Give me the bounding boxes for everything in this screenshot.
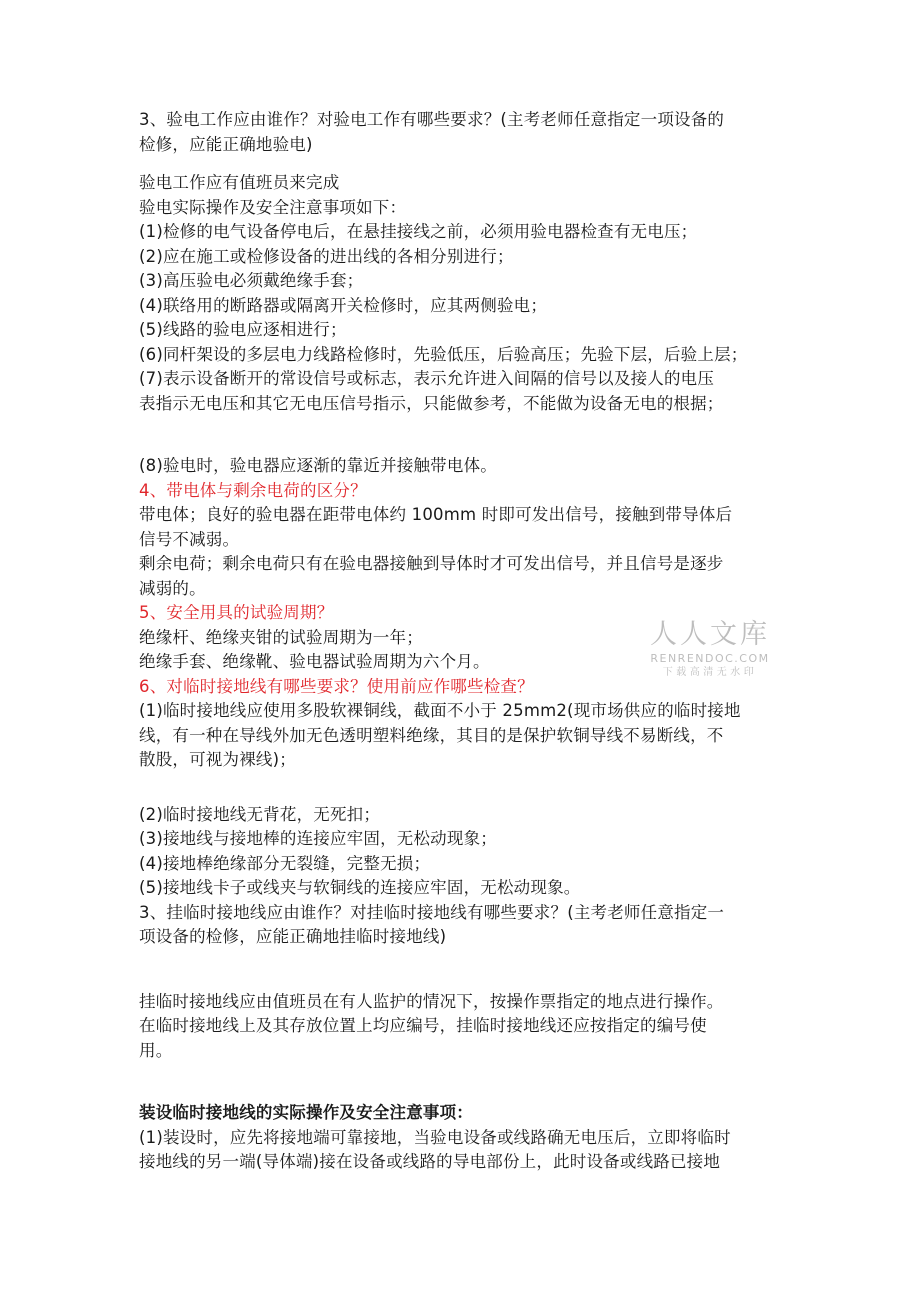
q3-item-5: (5)线路的验电应逐相进行；: [139, 320, 347, 339]
q7-answer-1: 挂临时接地线应由值班员在有人监护的情况下，按操作票指定的地点进行操作。: [139, 991, 724, 1011]
q6-item-1b: 线，有一种在导线外加无色透明塑料绝缘，其目的是保护软铜导线不易断线，不: [139, 725, 724, 745]
q3-heading-line1: 3、验电工作应由谁作？对验电工作有哪些要求？(主考老师任意指定一项设备的: [139, 110, 725, 129]
q3-item-6: (6)同杆架设的多层电力线路检修时，先验低压，后验高压；先验下层，后验上层；: [139, 344, 748, 364]
q4-heading: 4、带电体与剩余电荷的区分？: [139, 480, 367, 500]
q6-heading: 6、对临时接地线有哪些要求？使用前应作哪些检查？: [139, 676, 534, 696]
q3-item-7a: (7)表示设备断开的常设信号或标志，表示允许进入间隔的信号以及接人的电压: [139, 369, 715, 388]
q5-line-2: 绝缘手套、绝缘靴、验电器试验周期为六个月。: [139, 652, 490, 671]
q3-item-4: (4)联络用的断路器或隔离开关检修时，应其两侧验电；: [139, 295, 548, 315]
q4-line-3: 剩余电荷；剩余电荷只有在验电器接触到导体时才可发出信号，并且信号是逐步: [139, 554, 724, 573]
q6-item-5: (5)接地线卡子或线夹与软铜线的连接应牢固，无松动现象。: [139, 878, 581, 897]
q3-item-7b: 表指示无电压和其它无电压信号指示，只能做参考，不能做为设备无电的根据；: [139, 393, 724, 413]
q7-heading-line1: 3、挂临时接地线应由谁作？对挂临时接地线有哪些要求？(主考老师任意指定一: [139, 902, 725, 922]
q4-line-4: 减弱的。: [139, 578, 206, 598]
q3-heading-line2: 检修，应能正确地验电): [139, 134, 313, 154]
q7-practice-2: 接地线的另一端(导体端)接在设备或线路的导电部份上，此时设备或线路已接地: [139, 1152, 721, 1171]
q6-item-3: (3)接地线与接地棒的连接应牢固，无松动现象；: [139, 829, 497, 848]
q3-item-2: (2)应在施工或检修设备的进出线的各相分别进行；: [139, 246, 514, 266]
q4-line-1: 带电体；良好的验电器在距带电体约 100mm 时即可发出信号，接触到带导体后: [139, 505, 733, 524]
watermark-title: 人人文库: [650, 619, 770, 650]
q6-item-1a: (1)临时接地线应使用多股软裸铜线，截面不小于 25mm2(现市场供应的临时接地: [139, 701, 741, 720]
q7-practice-heading: 装设临时接地线的实际操作及安全注意事项：: [139, 1103, 473, 1122]
q4-line-2: 信号不减弱。: [139, 529, 240, 549]
q3-item-8: (8)验电时，验电器应逐渐的靠近并接触带电体。: [139, 456, 497, 475]
q7-practice-1: (1)装设时，应先将接地端可靠接地，当验电设备或线路确无电压后，立即将临时: [139, 1127, 731, 1147]
q5-line-1: 绝缘杆、绝缘夹钳的试验周期为一年；: [139, 627, 423, 647]
q5-heading: 5、安全用具的试验周期？: [139, 603, 334, 622]
q6-item-2: (2)临时接地线无背花，无死扣；: [139, 804, 381, 824]
q3-answer-line1: 验电工作应有值班员来完成: [139, 173, 340, 192]
watermark-domain: RENRENDOC.COM: [650, 652, 770, 665]
q6-item-4: (4)接地棒绝缘部分无裂缝，完整无损；: [139, 853, 431, 873]
q3-item-1: (1)检修的电气设备停电后，在悬挂接线之前，必须用验电器检查有无电压；: [139, 222, 698, 241]
watermark: [640, 618, 780, 680]
q6-item-1c: 散股，可视为裸线)；: [139, 750, 296, 769]
q7-answer-2: 在临时接地线上及其存放位置上均应编号，挂临时接地线还应按指定的编号使: [139, 1016, 707, 1035]
q3-item-3: (3)高压验电必须戴绝缘手套；: [139, 271, 364, 290]
watermark-subtitle: 下载高清无水印: [662, 667, 758, 678]
q3-answer-line2: 验电实际操作及安全注意事项如下：: [139, 197, 407, 217]
q7-heading-line2: 项设备的检修，应能正确地挂临时接地线): [139, 927, 447, 946]
q7-answer-3: 用。: [139, 1040, 173, 1060]
